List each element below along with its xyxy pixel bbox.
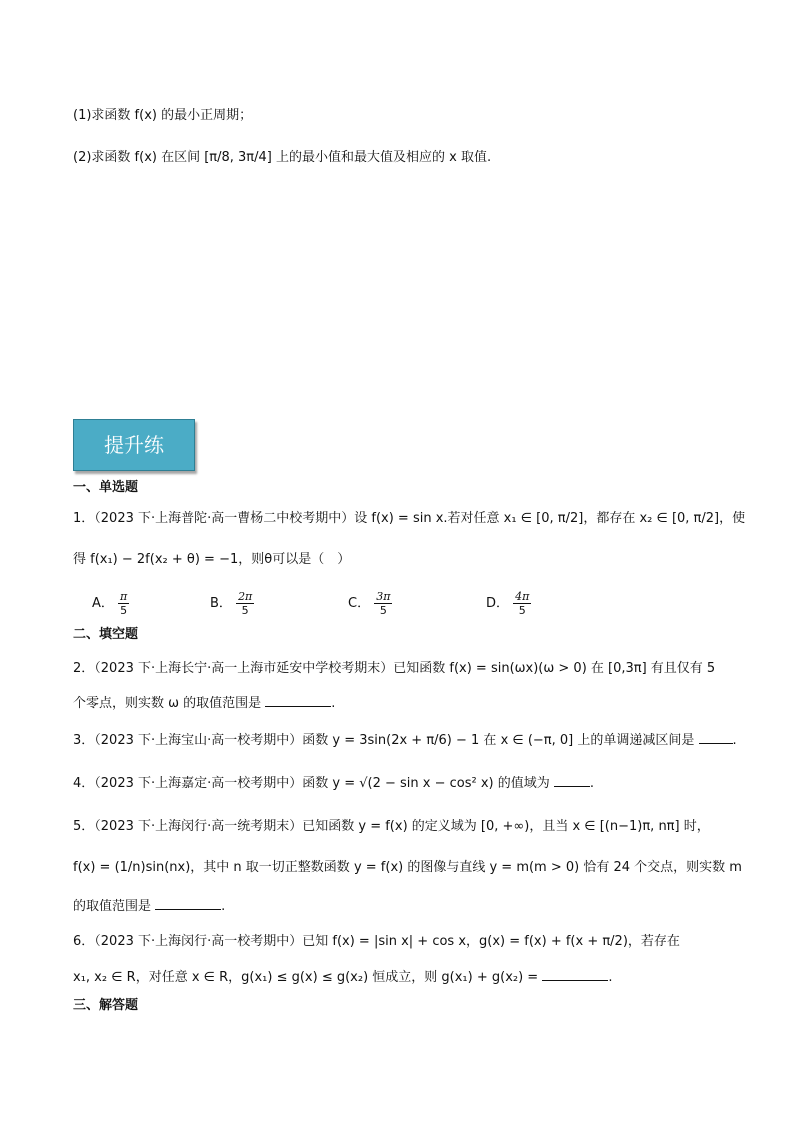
fraction-numerator: π <box>120 590 128 603</box>
problem-5-line-3 <box>73 897 225 917</box>
problem-5-line-1 <box>73 817 710 837</box>
section-heading-text: 一、单选题 <box>73 480 139 495</box>
answer-blank[interactable] <box>542 968 608 981</box>
choice-c[interactable] <box>348 589 392 619</box>
question-part-2-text: (2)求函数 f(x) 在区间 [π/8, 3π/4] 上的最小值和最大值及相应的 x 取值. <box>73 150 492 165</box>
problem-5-text-end: 的取值范围是 <box>73 899 152 914</box>
period: . <box>221 899 226 914</box>
fraction-denominator: 5 <box>120 604 128 617</box>
choice-fraction <box>513 590 531 617</box>
period: . <box>589 776 595 791</box>
section-heading-text: 三、解答题 <box>73 998 139 1013</box>
problem-1-line-2 <box>73 550 350 570</box>
problem-4-text: 4．（2023 下·上海嘉定·高一校考期中）函数 y = √(2 − sin x − cos² x) 的值域为 <box>73 776 550 791</box>
choice-letter: C． <box>348 596 371 611</box>
problem-1-text-cont: 得 f(x₁) − 2f(x₂ + θ) = −1，则θ可以是（ ） <box>73 552 351 567</box>
problem-4 <box>73 774 594 794</box>
choice-b[interactable] <box>210 589 254 619</box>
choice-fraction <box>118 590 129 617</box>
fraction-numerator: 4π <box>515 590 530 603</box>
period: . <box>331 696 336 711</box>
choice-d[interactable] <box>486 589 531 619</box>
section-heading-fill-blank <box>73 625 138 645</box>
problem-1-text: 1．（2023 下·上海普陀·高一曹杨二中校考期中）设 f(x) = sin x.若对任意 x₁ ∈ [0, π/2]，都存在 x₂ ∈ [0, π/2]，使 <box>73 511 746 526</box>
problem-3-text: 3．（2023 下·上海宝山·高一校考期中）函数 y = 3sin(2x + π/6) − 1 在 x ∈ (−π, 0] 上的单调递减区间是 <box>73 733 695 748</box>
problem-5-text-cont: f(x) = (1/n)sin(nx)，其中 n 取一切正整数函数 y = f(x) 的图像与直线 y = m(m > 0) 恰有 24 个交点，则实数 m <box>73 860 742 875</box>
choice-letter: B． <box>210 596 232 611</box>
answer-blank[interactable] <box>554 774 590 787</box>
problem-6-line-1 <box>73 932 680 952</box>
section-heading-answer <box>73 996 138 1016</box>
question-part-1-text: (1)求函数 f(x) 的最小正周期； <box>73 108 253 123</box>
problem-1-line-1 <box>73 509 745 529</box>
problem-6-line-2 <box>73 968 612 988</box>
period: . <box>732 733 737 748</box>
choice-fraction <box>236 590 254 617</box>
problem-2-line-1 <box>73 659 715 679</box>
fraction-denominator: 5 <box>241 604 249 617</box>
question-part-1 <box>73 106 252 126</box>
problem-5-text: 5．（2023 下·上海闵行·高一统考期末）已知函数 y = f(x) 的定义域为 [0, +∞)，且当 x ∈ [(n−1)π, nπ] 时， <box>73 819 710 834</box>
section-heading-text: 二、填空题 <box>73 627 139 642</box>
fraction-denominator: 5 <box>518 604 526 617</box>
choice-fraction <box>374 590 392 617</box>
fraction-denominator: 5 <box>379 604 387 617</box>
problem-6-text-cont: x₁, x₂ ∈ R，对任意 x ∈ R，g(x₁) ≤ g(x) ≤ g(x₂) 恒成立，则 g(x₁) + g(x₂) = <box>73 970 539 985</box>
problem-5-line-2 <box>73 858 742 878</box>
fraction-numerator: 3π <box>376 590 391 603</box>
choice-letter: A． <box>92 596 114 611</box>
fraction-numerator: 2π <box>238 590 253 603</box>
problem-2-text: 2．（2023 下·上海长宁·高一上海市延安中学校考期末）已知函数 f(x) = sin(ωx)(ω > 0) 在 [0,3π] 有且仅有 5 <box>73 661 716 676</box>
problem-3 <box>73 731 737 751</box>
choice-a[interactable] <box>92 589 129 619</box>
question-part-2 <box>73 148 491 168</box>
answer-blank[interactable] <box>699 731 733 744</box>
section-heading-single-choice <box>73 478 138 498</box>
choice-letter: D． <box>486 596 510 611</box>
answer-blank[interactable] <box>155 897 221 910</box>
problem-2-line-2 <box>73 694 335 714</box>
answer-blank[interactable] <box>265 694 331 707</box>
section-banner-label: 提升练 <box>104 433 164 457</box>
section-banner <box>73 419 195 471</box>
period: . <box>608 970 613 985</box>
problem-6-text: 6．（2023 下·上海闵行·高一校考期中）已知 f(x) = |sin x| + cos x，g(x) = f(x) + f(x + π/2)，若存在 <box>73 934 680 949</box>
problem-2-text-cont: 个零点，则实数 ω 的取值范围是 <box>73 696 262 711</box>
